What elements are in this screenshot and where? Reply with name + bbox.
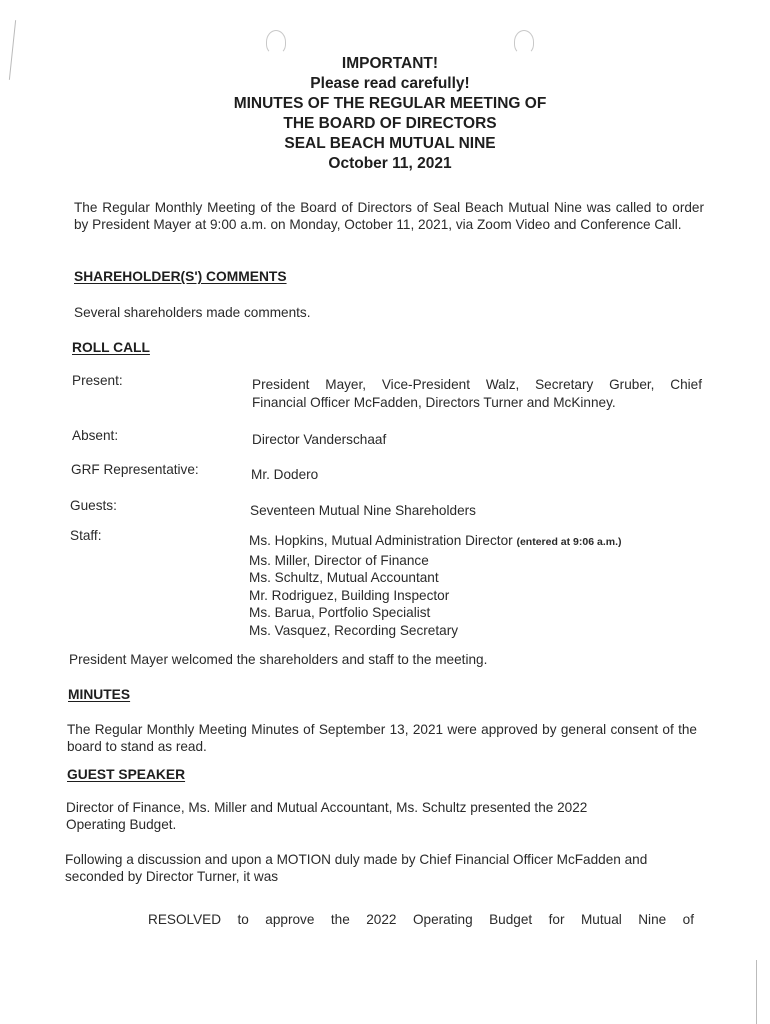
absent-label: Absent: xyxy=(72,428,119,443)
present-label: Present: xyxy=(72,373,123,388)
header-date: October 11, 2021 xyxy=(328,155,452,172)
staff-item: Ms. Vasquez, Recording Secretary xyxy=(249,622,459,638)
resolved-paragraph: RESOLVED to approve the 2022 Operating Budget for Mutual Nine of xyxy=(148,912,694,927)
header-organization: SEAL BEACH MUTUAL NINE xyxy=(284,135,496,152)
punch-hole-left xyxy=(266,30,286,54)
motion-paragraph: Following a discussion and upon a MOTION duly made by Chief Financial Officer McFadden and seconded by Director Turner, it was xyxy=(65,852,648,884)
staff-item-text: Ms. Hopkins, Mutual Administration Director xyxy=(249,533,513,548)
staff-item: Ms. Miller, Director of Finance xyxy=(249,552,429,568)
staff-item: Mr. Rodriguez, Building Inspector xyxy=(249,587,450,603)
guest-speaker-line-1: Director of Finance, Ms. Miller and Mutual Accountant, Ms. Schultz presented the 2022 xyxy=(66,800,588,815)
guest-speaker-heading: GUEST SPEAKER xyxy=(67,767,186,782)
guest-speaker-line-2: Operating Budget. xyxy=(66,816,177,832)
shareholder-comments-text: Several shareholders made comments. xyxy=(74,305,311,320)
staff-entry-note: (entered at 9:06 a.m.) xyxy=(516,536,622,548)
staff-item: Ms. Schultz, Mutual Accountant xyxy=(249,570,439,585)
staff-item xyxy=(249,532,689,552)
header-minutes-title: MINUTES OF THE REGULAR MEETING OF xyxy=(233,95,547,112)
absent-value: Director Vanderschaaf xyxy=(252,432,387,447)
guests-value: Seventeen Mutual Nine Shareholders xyxy=(250,503,476,518)
guests-label: Guests: xyxy=(70,498,117,513)
staff-item: Ms. Barua, Portfolio Specialist xyxy=(249,605,431,620)
present-line-2: Financial Officer McFadden, Directors Turner and McKinney. xyxy=(252,394,616,410)
grf-value: Mr. Dodero xyxy=(251,467,319,482)
document-header xyxy=(180,54,600,174)
grf-label: GRF Representative: xyxy=(71,462,199,477)
staff-label: Staff: xyxy=(70,528,102,543)
minutes-paragraph: The Regular Monthly Meeting Minutes of September 13, 2021 were approved by general consent of the board to stand as read. xyxy=(67,722,697,754)
intro-paragraph: The Regular Monthly Meeting of the Board of Directors of Seal Beach Mutual Nine was called to order by President Mayer at 9:00 a.m. on Monday, October 11, 2021, via Zoom Video and Conference Call. xyxy=(74,200,704,232)
present-line-1: President Mayer, Vice-President Walz, Secretary Gruber, Chief xyxy=(252,377,702,392)
scan-edge-mark xyxy=(9,20,16,80)
guest-speaker-paragraph xyxy=(66,800,706,833)
staff-list xyxy=(249,532,689,639)
minutes-heading: MINUTES xyxy=(68,687,131,702)
header-read-carefully: Please read carefully! xyxy=(310,75,470,92)
scan-edge-mark-right xyxy=(756,960,757,1024)
punch-hole-right xyxy=(514,30,534,54)
shareholder-comments-heading: SHAREHOLDER(S') COMMENTS xyxy=(74,269,287,284)
header-board: THE BOARD OF DIRECTORS xyxy=(283,115,497,132)
header-important: IMPORTANT! xyxy=(341,55,439,72)
welcome-paragraph: President Mayer welcomed the shareholders and staff to the meeting. xyxy=(69,652,488,667)
roll-call-heading: ROLL CALL xyxy=(72,340,150,355)
present-value xyxy=(252,376,702,411)
